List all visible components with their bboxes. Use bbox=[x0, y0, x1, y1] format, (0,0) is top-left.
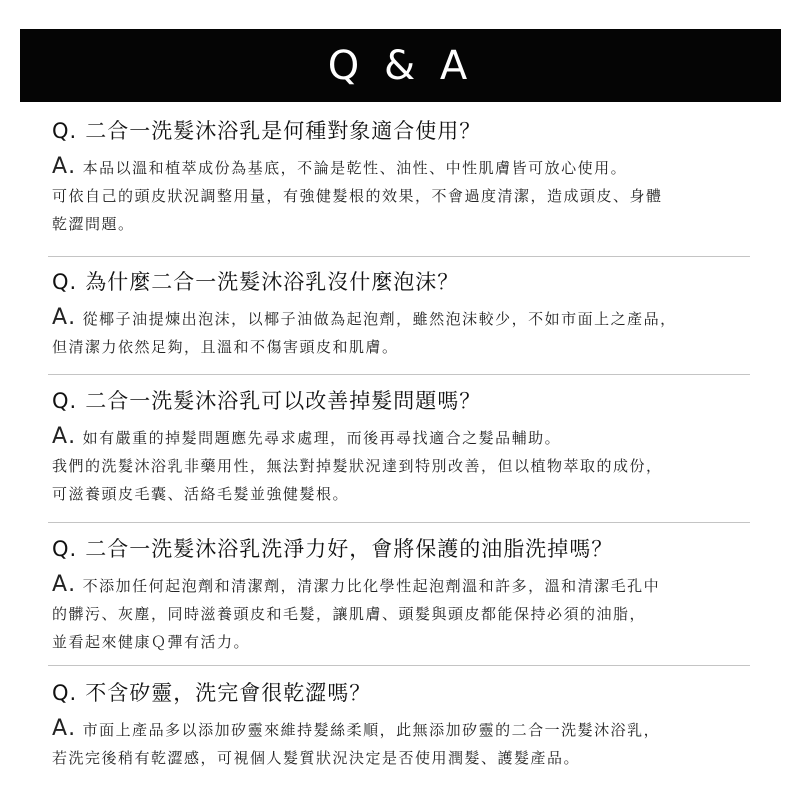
answer-line: 可滋養頭皮毛囊、活絡毛髮並強健髮根。 bbox=[52, 485, 350, 503]
page-title: Q & A bbox=[327, 42, 474, 89]
question bbox=[52, 680, 772, 706]
answer-marker: A. bbox=[52, 572, 77, 597]
answer-line: 市面上產品多以添加矽靈來維持髮絲柔順，此無添加矽靈的二合一洗髮沐浴乳， bbox=[82, 721, 661, 739]
question-marker: Q. bbox=[52, 389, 78, 413]
divider bbox=[48, 256, 750, 257]
answer bbox=[52, 153, 772, 238]
question-marker: Q. bbox=[52, 270, 78, 294]
question-text: 二合一洗髮沐浴乳洗淨力好，會將保護的油脂洗掉嗎？ bbox=[85, 537, 614, 561]
answer-line: 但清潔力依然足夠，且溫和不傷害頭皮和肌膚。 bbox=[52, 338, 399, 356]
qa-item bbox=[52, 536, 772, 656]
answer bbox=[52, 304, 772, 361]
answer-line: 若洗完後稍有乾澀感，可視個人髮質狀況決定是否使用潤髮、護髮產品。 bbox=[52, 749, 581, 767]
answer bbox=[52, 715, 772, 772]
question bbox=[52, 118, 772, 144]
answer bbox=[52, 571, 772, 656]
answer-line: 的髒污、灰塵，同時滋養頭皮和毛髮，讓肌膚、頭髮與頭皮都能保持必須的油脂， bbox=[52, 605, 647, 623]
qa-item bbox=[52, 269, 772, 361]
question bbox=[52, 269, 772, 295]
divider bbox=[48, 522, 750, 523]
qa-header-banner bbox=[20, 29, 781, 102]
answer-marker: A. bbox=[52, 424, 77, 449]
answer-line: 從椰子油提煉出泡沫，以椰子油做為起泡劑，雖然泡沫較少，不如市面上之產品， bbox=[82, 310, 677, 328]
answer-line: 如有嚴重的掉髮問題應先尋求處理，而後再尋找適合之髮品輔助。 bbox=[82, 429, 562, 447]
question-marker: Q. bbox=[52, 537, 78, 561]
question-marker: Q. bbox=[52, 119, 78, 143]
question-text: 不含矽靈，洗完會很乾澀嗎？ bbox=[85, 681, 372, 705]
answer bbox=[52, 423, 772, 508]
question-text: 二合一洗髮沐浴乳是何種對象適合使用？ bbox=[85, 119, 482, 143]
answer-marker: A. bbox=[52, 154, 77, 179]
divider bbox=[48, 374, 750, 375]
answer-line: 我們的洗髮沐浴乳非藥用性，無法對掉髮狀況達到特別改善，但以植物萃取的成份， bbox=[52, 457, 663, 475]
qa-item bbox=[52, 118, 772, 238]
answer-marker: A. bbox=[52, 716, 77, 741]
answer-line: 不添加任何起泡劑和清潔劑，清潔力比化學性起泡劑溫和許多，溫和清潔毛孔中 bbox=[82, 577, 661, 595]
qa-item bbox=[52, 388, 772, 508]
answer-line: 本品以溫和植萃成份為基底，不論是乾性、油性、中性肌膚皆可放心使用。 bbox=[82, 159, 628, 177]
answer-line: 並看起來健康Ｑ彈有活力。 bbox=[52, 633, 251, 651]
question-text: 為什麼二合一洗髮沐浴乳沒什麼泡沫？ bbox=[85, 270, 460, 294]
divider bbox=[48, 665, 750, 666]
question bbox=[52, 388, 772, 414]
answer-line: 可依自己的頭皮狀況調整用量，有強健髮根的效果，不會過度清潔，造成頭皮、身體 bbox=[52, 187, 663, 205]
question bbox=[52, 536, 772, 562]
question-text: 二合一洗髮沐浴乳可以改善掉髮問題嗎？ bbox=[85, 389, 482, 413]
qa-item bbox=[52, 680, 772, 772]
question-marker: Q. bbox=[52, 681, 78, 705]
answer-line: 乾澀問題。 bbox=[52, 215, 135, 233]
answer-marker: A. bbox=[52, 305, 77, 330]
